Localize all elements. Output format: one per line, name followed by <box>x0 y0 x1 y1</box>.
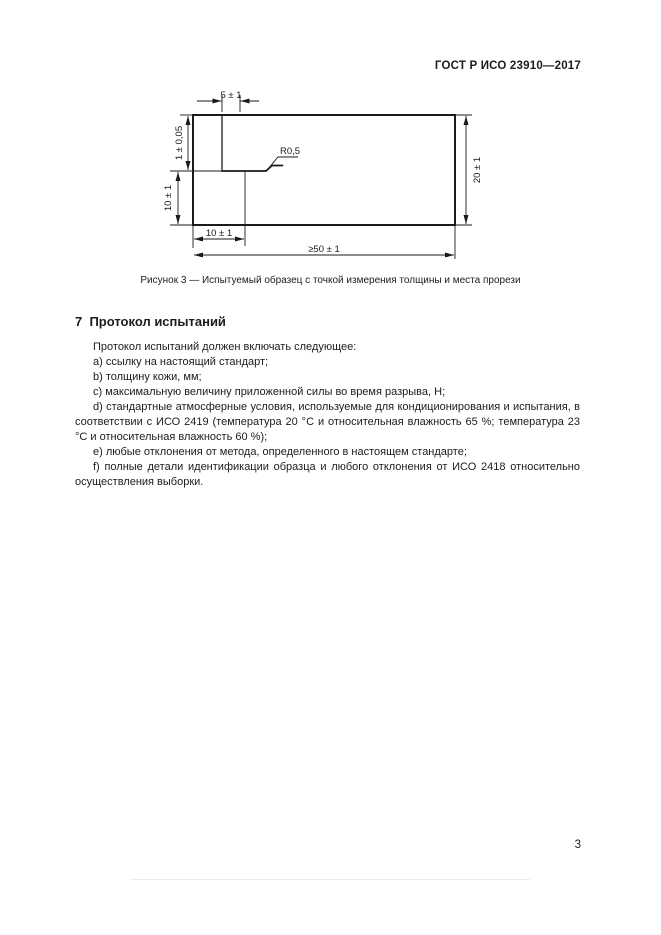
paragraph-intro: Протокол испытаний должен включать следующее: <box>93 341 357 353</box>
specimen-outline <box>193 115 455 225</box>
dim-top-label: 5 ± 1 <box>220 90 242 101</box>
list-item-b: b) толщину кожи, мм; <box>93 371 202 383</box>
dim-right-label: 20 ± 1 <box>472 156 483 184</box>
list-item-c: c) максимальную величину приложенной силы во время разрыва, Н; <box>93 386 446 398</box>
list-item-e: e) любые отклонения от метода, определенного в настоящем стандарте; <box>93 446 467 458</box>
figure-caption: Рисунок 3 — Испытуемый образец с точкой измерения толщины и места прорези <box>140 275 521 286</box>
list-item-a: a) ссылку на настоящий стандарт; <box>93 356 269 368</box>
section-body <box>75 340 580 490</box>
radius-leader-line <box>268 157 298 169</box>
radius-label: R0,5 <box>280 146 301 157</box>
dim-bottom-total-label: ≥50 ± 1 <box>308 244 340 255</box>
dim-left-upper-label: 1 ± 0,05 <box>174 125 185 161</box>
slit-line <box>222 166 283 172</box>
scan-artifact-line <box>130 879 530 880</box>
standard-code: ГОСТ Р ИСО 23910—2017 <box>434 60 581 72</box>
specimen-drawing <box>0 0 661 280</box>
dim-left-lower-label: 10 ± 1 <box>163 184 174 212</box>
section-heading: 7 Протокол испытаний <box>75 314 226 329</box>
list-item-d: d) стандартные атмосферные условия, используемые для кондиционирования и испытания, в соответствии с ИСО 2419 (температура 20 °С и относительная влажность 65 %; температура 23 °С и относительная влажность 60 %); <box>75 401 580 443</box>
list-item-f: f) полные детали идентификации образца и любого отклонения от ИСО 2418 относительно осуществления выборки. <box>75 461 580 488</box>
page-number: 3 <box>574 839 581 851</box>
dim-bottom-left-label: 10 ± 1 <box>205 228 233 239</box>
